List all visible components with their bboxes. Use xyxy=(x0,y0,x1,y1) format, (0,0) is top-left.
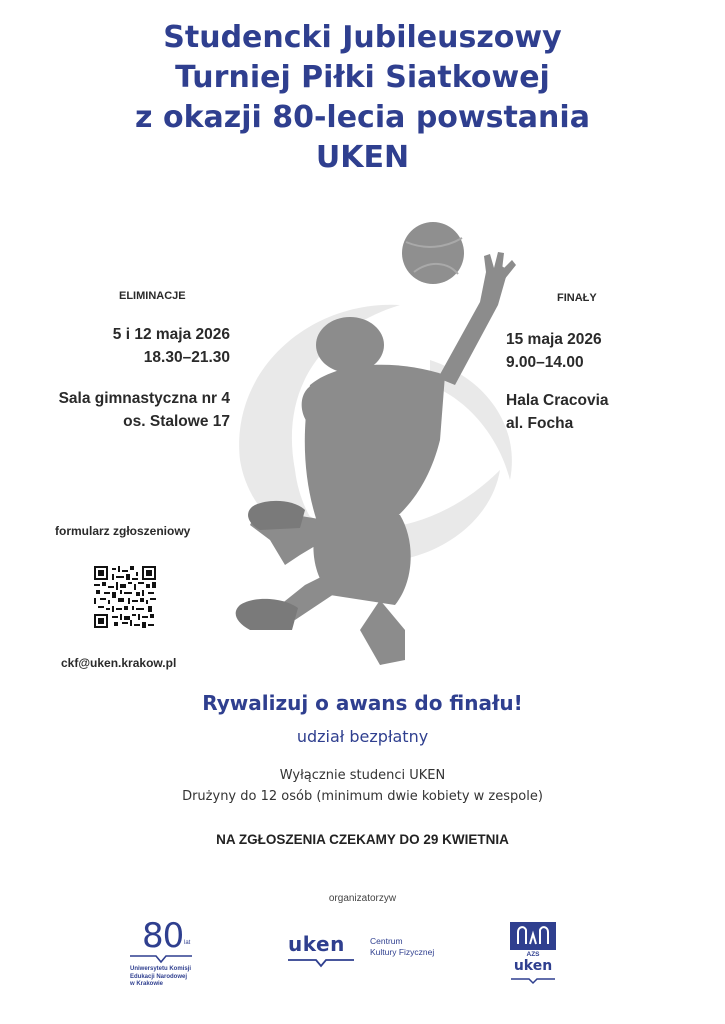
eliminations-heading: ELIMINACJE xyxy=(119,290,186,302)
finals-date: 15 maja 2026 xyxy=(506,331,602,348)
free-participation: udział bezpłatny xyxy=(296,727,429,746)
logo-ckf-caption xyxy=(370,936,434,958)
eliminations-hours: 18.30–21.30 xyxy=(143,349,230,366)
eliminations-address: os. Stalowe 17 xyxy=(123,413,230,430)
logo-80-years xyxy=(128,918,238,988)
qr-code-icon[interactable] xyxy=(94,566,156,628)
volleyball-player-illustration xyxy=(200,210,540,680)
finals-heading: FINAŁY xyxy=(557,292,597,304)
requirement-teams: Drużyny do 12 osób (minimum dwie kobiety w zespole) xyxy=(182,789,543,804)
registration-form-label: formularz zgłoszeniowy xyxy=(55,524,191,538)
registration-email[interactable]: ckf@uken.krakow.pl xyxy=(61,656,177,670)
volleyball-icon xyxy=(402,222,464,284)
logo-80-suffix: lat xyxy=(184,940,191,946)
eliminations-dates-block xyxy=(113,323,230,369)
title-line-3: z okazji 80-lecia powstania xyxy=(135,100,590,135)
logo-ckf-line2: Kultury Fizycznej xyxy=(370,947,435,957)
requirement-students: Wyłącznie studenci UKEN xyxy=(279,768,446,783)
finals-venue-block xyxy=(506,389,609,435)
finals-venue: Hala Cracovia xyxy=(506,392,609,409)
finals-hours: 9.00–14.00 xyxy=(506,354,584,371)
logo-uken-ckf xyxy=(286,932,466,972)
poster-title xyxy=(0,18,725,178)
logo-azs-uken xyxy=(506,922,560,988)
logo-azs-top: AZS xyxy=(526,951,540,958)
book-underline-icon xyxy=(128,954,194,964)
title-line-4: UKEN xyxy=(315,140,410,175)
finals-dates-block xyxy=(506,328,602,374)
logo-80-caption xyxy=(130,966,191,989)
azs-book-underline-icon xyxy=(510,977,556,985)
uken-book-underline-icon xyxy=(286,958,356,968)
logo-uken-brand: uken xyxy=(288,932,345,956)
logo-azs-brand: uken xyxy=(513,958,553,974)
logo-80-caption-line1: Uniwersytetu Komisji xyxy=(130,966,192,972)
registration-deadline: NA ZGŁOSZENIA CZEKAMY DO 29 KWIETNIA xyxy=(216,832,509,847)
eliminations-dates: 5 i 12 maja 2026 xyxy=(112,326,230,343)
azs-emblem-icon xyxy=(510,922,556,950)
eliminations-venue: Sala gimnastyczna nr 4 xyxy=(58,390,230,407)
finals-address: al. Focha xyxy=(506,415,574,432)
logo-ckf-line1: Centrum xyxy=(370,936,403,946)
logo-80-number: 80 xyxy=(142,916,184,956)
compete-headline: Rywalizuj o awans do finału! xyxy=(202,691,523,715)
title-line-1: Studencki Jubileuszowy xyxy=(163,20,562,55)
requirements-block xyxy=(0,765,725,807)
title-line-2: Turniej Piłki Siatkowej xyxy=(175,60,550,95)
logo-80-caption-line3: w Krakowie xyxy=(130,981,164,987)
logo-80-caption-line2: Edukacji Narodowej xyxy=(130,973,188,980)
organizers-label: organizatorzyw xyxy=(328,893,397,904)
eliminations-venue-block xyxy=(59,387,230,433)
